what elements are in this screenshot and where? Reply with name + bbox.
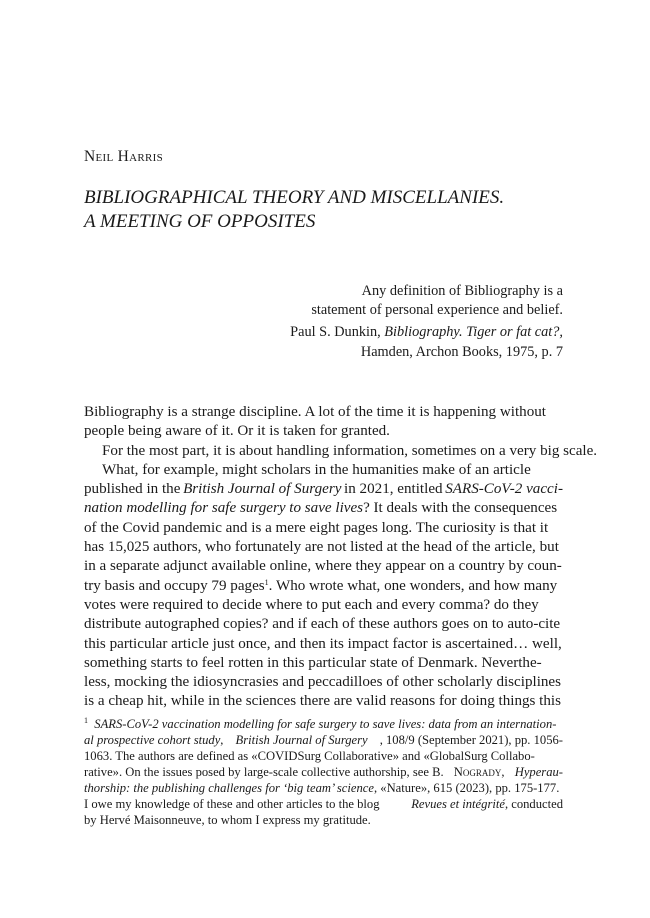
epigraph-quote-line-2: statement of personal experience and belief.	[311, 302, 563, 319]
epigraph-citation-author: Paul S. Dunkin,	[290, 324, 381, 341]
blog-title: Revues et intégrité	[411, 797, 505, 811]
body-line	[84, 692, 563, 711]
title-line-1: BIBLIOGRAPHICAL THEORY AND MISCELLANIES.	[84, 187, 505, 208]
body-line	[84, 461, 563, 480]
epigraph-citation-publisher: Hamden, Archon Books, 1975, p. 7	[360, 343, 563, 360]
epigraph	[203, 282, 563, 362]
article-title: SARS-CoV-2 vacci-	[445, 481, 563, 498]
footnote	[84, 716, 563, 828]
body-line	[84, 499, 563, 518]
author-name: Neil Harris	[84, 148, 164, 165]
body-line	[84, 673, 563, 692]
journal-title: British Journal of Surgery	[235, 733, 368, 747]
text-segment: in 2021, entitled	[344, 481, 443, 498]
body-line	[84, 557, 563, 576]
text-segment: ,	[220, 733, 224, 747]
text-segment: by Hervé Maisonneuve, to whom I express my gratitude.	[84, 813, 371, 827]
text-segment: , conducted	[504, 797, 563, 811]
text-segment: ,	[501, 765, 505, 779]
text-segment: less, mocking the idiosyncrasies and peccadilloes of other scholarly disciplines	[84, 674, 562, 691]
epigraph-quote-line-1: Any definition of Bibliography is a	[361, 283, 563, 299]
text-segment: SARS-CoV-2 vaccination modelling for safe surgery to save lives: data from an internation-	[94, 717, 557, 731]
body-line	[84, 577, 563, 596]
journal-title: British Journal of Surgery	[183, 481, 342, 498]
body-line	[84, 538, 563, 557]
chapter-title	[84, 186, 584, 234]
footnote-marker: 1	[84, 716, 88, 725]
text-segment: 1063. The authors are defined as «COVIDSurg Collaborative» and «GlobalSurg Collabo-	[84, 749, 535, 763]
text-segment: something starts to feel rotten in this particular state of Denmark. Neverthe-	[84, 654, 542, 671]
text-segment: For the most part, it is about handling information, sometimes on a very big scale.	[102, 442, 598, 459]
epigraph-citation-title: Bibliography. Tiger or fat cat?,	[384, 324, 563, 341]
text-segment: I owe my knowledge of these and other articles to the blog	[84, 797, 380, 811]
body-line	[84, 442, 598, 461]
body-line	[84, 635, 563, 654]
epigraph-citation	[203, 323, 563, 342]
text-segment: of the Covid pandemic and is a mere eight pages long. The curiosity is that it	[84, 519, 549, 536]
footnote-line	[84, 764, 563, 780]
text-segment: Hyperau-	[514, 765, 563, 779]
text-segment: people being aware of it. Or it is taken for granted.	[84, 423, 390, 440]
text-segment: rative». On the issues posed by large-scale collective authorship, see B.	[84, 765, 444, 779]
title-line-2: A MEETING OF OPPOSITES	[84, 211, 316, 232]
footnote-line	[84, 812, 563, 828]
footnote-line	[84, 796, 563, 812]
cited-author: Nogrady	[453, 765, 502, 779]
body-line	[84, 615, 563, 634]
text-segment: ? It deals with the consequences	[363, 500, 558, 517]
text-segment: in a separate adjunct available online, where they appear on a country by coun-	[84, 558, 562, 575]
text-segment: has 15,025 authors, who fortunately are not listed at the head of the article, but	[84, 539, 559, 556]
text-segment: . Who wrote what, one wonders, and how many	[268, 577, 558, 594]
body-line	[84, 403, 563, 422]
footnote-line	[84, 748, 563, 764]
body-text	[84, 403, 598, 712]
text-segment: thorship: the publishing challenges for ‘big team’ science	[84, 781, 374, 795]
body-line	[84, 596, 563, 615]
text-segment: What, for example, might scholars in the humanities make of an article	[102, 461, 531, 478]
article-title: nation modelling for safe surgery to save lives	[84, 500, 364, 517]
body-line	[84, 480, 563, 499]
footnote-line	[84, 716, 563, 732]
text-segment: distribute autographed copies? and if each of these authors goes on to auto-cite	[84, 616, 561, 633]
text-segment: try basis and occupy 79 pages	[84, 577, 265, 594]
text-segment: is a cheap hit, while in the sciences there are valid reasons for doing things this	[84, 693, 561, 710]
footnote-reference[interactable]: 1	[264, 577, 269, 587]
text-segment: this particular article just once, and then its impact factor is ascertained… well,	[84, 635, 562, 652]
text-segment: votes were required to decide where to put each and every comma? do they	[84, 596, 539, 613]
body-line	[84, 422, 563, 441]
text-segment: Bibliography is a strange discipline. A lot of the time it is happening without	[84, 404, 546, 420]
footnote-line	[84, 732, 563, 748]
footnote-line	[84, 780, 563, 796]
text-segment: published in the	[84, 481, 181, 498]
text-segment: al prospective cohort study	[84, 733, 221, 747]
text-segment: , «Nature», 615 (2023), pp. 175-177.	[373, 781, 560, 795]
text-segment: , 108/9 (September 2021), pp. 1056-	[379, 733, 563, 747]
body-line	[84, 654, 563, 673]
body-line	[84, 519, 563, 538]
